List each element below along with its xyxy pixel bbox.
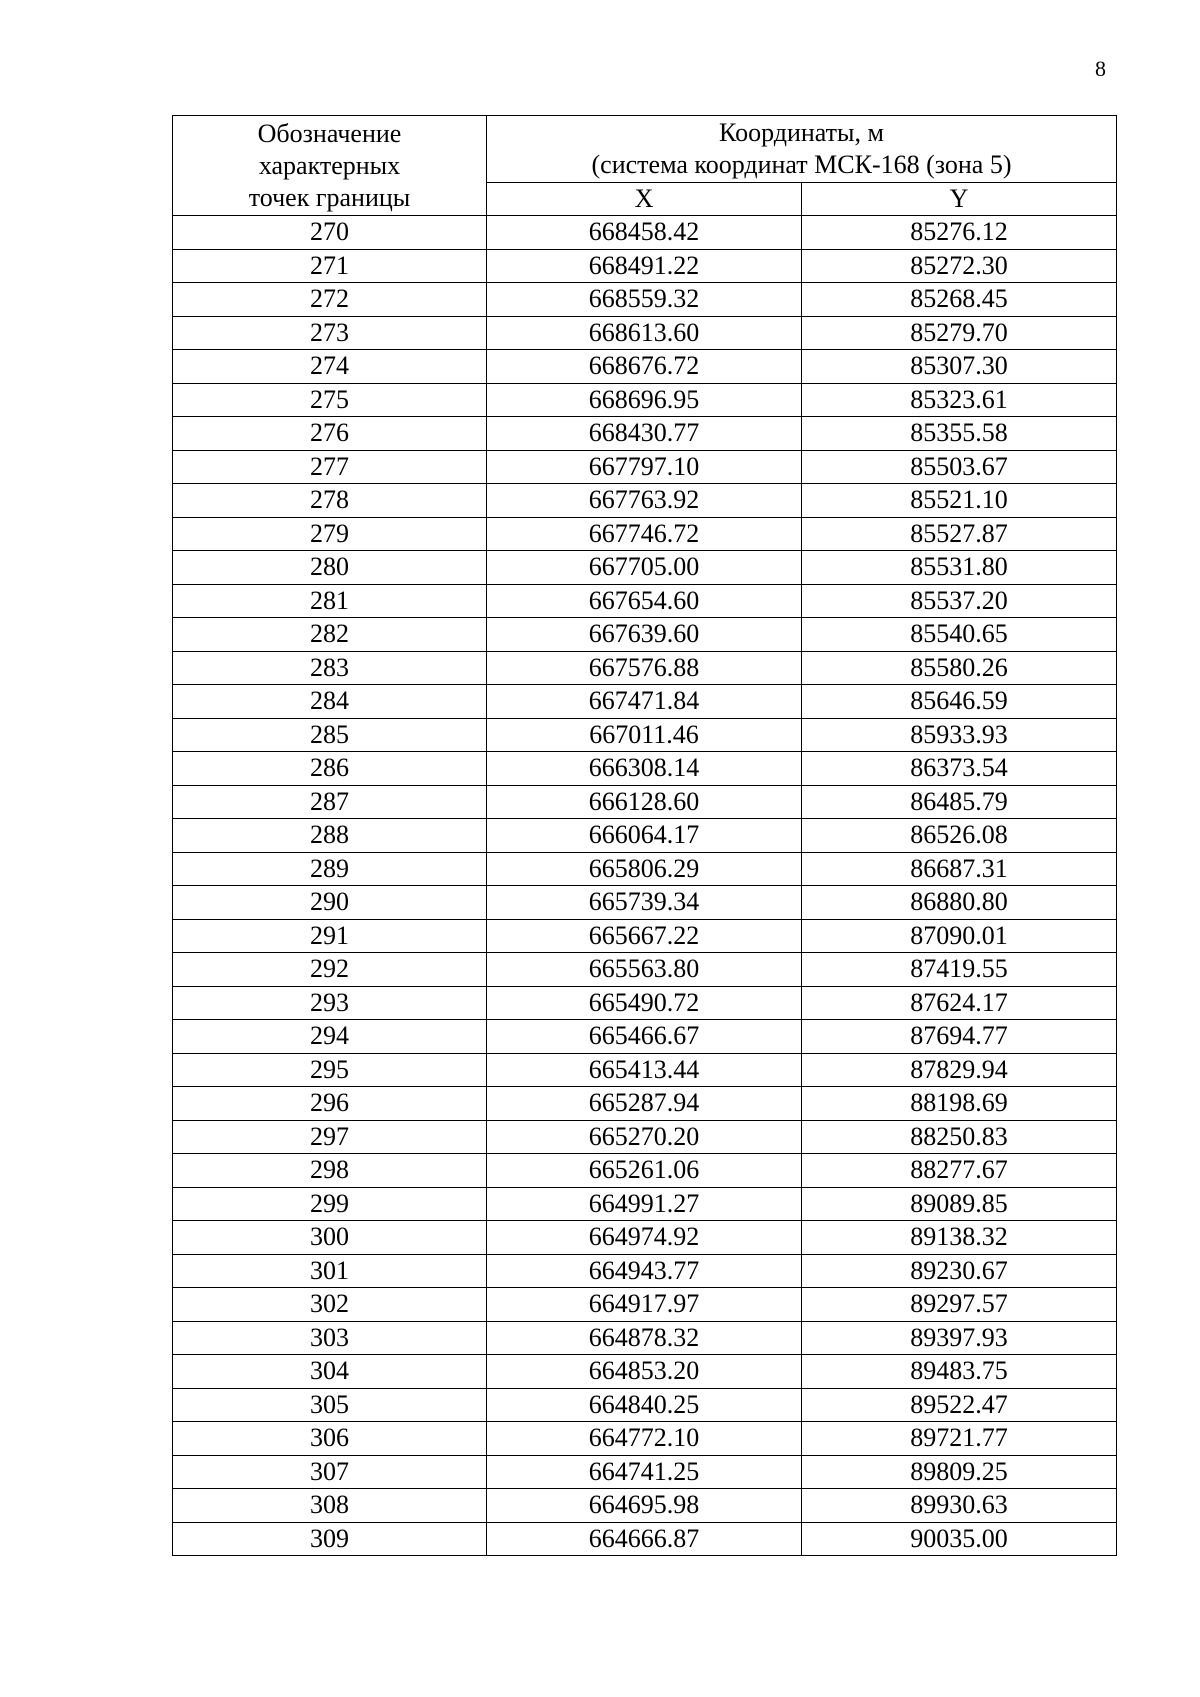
coordinates-header: [487, 116, 1117, 183]
y-cell: 89522.47: [802, 1388, 1117, 1422]
y-cell: 86687.31: [802, 852, 1117, 886]
table-row: [173, 718, 1117, 752]
coords-header-line-1: Координаты, м: [719, 118, 884, 147]
x-cell: 665739.34: [487, 886, 802, 920]
x-cell: 667654.60: [487, 584, 802, 618]
point-cell: 277: [173, 450, 487, 484]
point-cell: 306: [173, 1422, 487, 1456]
table-row: [173, 417, 1117, 451]
table-row: [173, 986, 1117, 1020]
x-cell: 664853.20: [487, 1355, 802, 1389]
x-cell: 665261.06: [487, 1154, 802, 1188]
point-cell: 304: [173, 1355, 487, 1389]
x-cell: 665806.29: [487, 852, 802, 886]
table-row: [173, 1321, 1117, 1355]
table-row: [173, 517, 1117, 551]
table-row: [173, 1187, 1117, 1221]
table-row: [173, 886, 1117, 920]
y-cell: 85307.30: [802, 350, 1117, 384]
y-cell: 85537.20: [802, 584, 1117, 618]
y-cell: 85580.26: [802, 651, 1117, 685]
y-cell: 89809.25: [802, 1455, 1117, 1489]
table-row: [173, 1120, 1117, 1154]
y-cell: 89483.75: [802, 1355, 1117, 1389]
point-cell: 297: [173, 1120, 487, 1154]
x-column-header: X: [487, 183, 802, 216]
point-cell: 300: [173, 1221, 487, 1255]
x-cell: 666308.14: [487, 752, 802, 786]
point-cell: 305: [173, 1388, 487, 1422]
y-cell: 85527.87: [802, 517, 1117, 551]
y-cell: 85531.80: [802, 551, 1117, 585]
table-header: [173, 116, 1117, 216]
point-cell: 273: [173, 316, 487, 350]
x-cell: 667471.84: [487, 685, 802, 719]
x-cell: 668696.95: [487, 383, 802, 417]
x-cell: 667639.60: [487, 618, 802, 652]
table-row: [173, 484, 1117, 518]
table-row: [173, 316, 1117, 350]
point-cell: 279: [173, 517, 487, 551]
page-number: 8: [1095, 56, 1106, 81]
table-row: [173, 1388, 1117, 1422]
table-row: [173, 1254, 1117, 1288]
table-row: [173, 551, 1117, 585]
table-row: [173, 383, 1117, 417]
point-cell: 272: [173, 283, 487, 317]
y-cell: 86526.08: [802, 819, 1117, 853]
y-cell: 87829.94: [802, 1053, 1117, 1087]
coords-header-line-2: (система координат МСК-168 (зона 5): [591, 150, 1012, 179]
y-cell: 85646.59: [802, 685, 1117, 719]
y-cell: 88277.67: [802, 1154, 1117, 1188]
x-cell: 664974.92: [487, 1221, 802, 1255]
y-cell: 85276.12: [802, 216, 1117, 250]
x-cell: 664991.27: [487, 1187, 802, 1221]
point-cell: 287: [173, 785, 487, 819]
x-cell: 667011.46: [487, 718, 802, 752]
point-cell: 283: [173, 651, 487, 685]
y-cell: 85933.93: [802, 718, 1117, 752]
y-cell: 87624.17: [802, 986, 1117, 1020]
table-row: [173, 283, 1117, 317]
table-row: [173, 1355, 1117, 1389]
x-cell: 665466.67: [487, 1020, 802, 1054]
x-cell: 668676.72: [487, 350, 802, 384]
table-row: [173, 1087, 1117, 1121]
y-cell: 87090.01: [802, 919, 1117, 953]
point-cell: 275: [173, 383, 487, 417]
point-cell: 274: [173, 350, 487, 384]
x-cell: 665287.94: [487, 1087, 802, 1121]
y-cell: 85503.67: [802, 450, 1117, 484]
table-row: [173, 1154, 1117, 1188]
point-cell: 284: [173, 685, 487, 719]
x-cell: 664695.98: [487, 1489, 802, 1523]
table-row: [173, 1221, 1117, 1255]
y-cell: 85279.70: [802, 316, 1117, 350]
x-cell: 665490.72: [487, 986, 802, 1020]
y-cell: 85272.30: [802, 249, 1117, 283]
point-cell: 282: [173, 618, 487, 652]
point-cell: 309: [173, 1522, 487, 1556]
table-row: [173, 1053, 1117, 1087]
point-header-line-3: точек границы: [248, 182, 411, 212]
point-cell: 288: [173, 819, 487, 853]
table-row: [173, 919, 1117, 953]
y-cell: 86485.79: [802, 785, 1117, 819]
y-cell: 85323.61: [802, 383, 1117, 417]
table-row: [173, 752, 1117, 786]
table-row: [173, 1489, 1117, 1523]
point-cell: 293: [173, 986, 487, 1020]
table-row: [173, 852, 1117, 886]
y-cell: 89230.67: [802, 1254, 1117, 1288]
y-column-header: Y: [802, 183, 1117, 216]
x-cell: 668559.32: [487, 283, 802, 317]
table-row: [173, 651, 1117, 685]
point-cell: 271: [173, 249, 487, 283]
y-cell: 85540.65: [802, 618, 1117, 652]
x-cell: 667576.88: [487, 651, 802, 685]
table-row: [173, 685, 1117, 719]
table-row: [173, 1455, 1117, 1489]
y-cell: 86880.80: [802, 886, 1117, 920]
y-cell: 89297.57: [802, 1288, 1117, 1322]
table-body: [173, 216, 1117, 1556]
y-cell: 90035.00: [802, 1522, 1117, 1556]
table-row: [173, 953, 1117, 987]
y-cell: 89930.63: [802, 1489, 1117, 1523]
table-row: [173, 216, 1117, 250]
x-cell: 667705.00: [487, 551, 802, 585]
table-row: [173, 1020, 1117, 1054]
point-header-line-2: характерных: [258, 150, 401, 180]
x-cell: 665413.44: [487, 1053, 802, 1087]
table-row: [173, 618, 1117, 652]
x-cell: 665270.20: [487, 1120, 802, 1154]
y-cell: 89397.93: [802, 1321, 1117, 1355]
x-cell: 668613.60: [487, 316, 802, 350]
point-cell: 294: [173, 1020, 487, 1054]
point-cell: 290: [173, 886, 487, 920]
point-cell: 292: [173, 953, 487, 987]
coordinates-table: [172, 115, 1117, 1556]
point-cell: 280: [173, 551, 487, 585]
point-cell: 278: [173, 484, 487, 518]
point-cell: 285: [173, 718, 487, 752]
y-cell: 88250.83: [802, 1120, 1117, 1154]
point-cell: 301: [173, 1254, 487, 1288]
table-row: [173, 819, 1117, 853]
table-row: [173, 1522, 1117, 1556]
table-row: [173, 450, 1117, 484]
y-cell: 88198.69: [802, 1087, 1117, 1121]
x-cell: 664741.25: [487, 1455, 802, 1489]
y-cell: 85268.45: [802, 283, 1117, 317]
x-cell: 664943.77: [487, 1254, 802, 1288]
point-designation-header: [173, 116, 487, 216]
table-row: [173, 785, 1117, 819]
x-cell: 664666.87: [487, 1522, 802, 1556]
table-row: [173, 1288, 1117, 1322]
x-cell: 664772.10: [487, 1422, 802, 1456]
point-header-line-1: Обозначение: [257, 118, 402, 148]
y-cell: 87694.77: [802, 1020, 1117, 1054]
x-cell: 664917.97: [487, 1288, 802, 1322]
y-cell: 87419.55: [802, 953, 1117, 987]
y-cell: 86373.54: [802, 752, 1117, 786]
x-cell: 664840.25: [487, 1388, 802, 1422]
y-cell: 89089.85: [802, 1187, 1117, 1221]
point-cell: 308: [173, 1489, 487, 1523]
y-cell: 85521.10: [802, 484, 1117, 518]
table-row: [173, 1422, 1117, 1456]
x-cell: 668458.42: [487, 216, 802, 250]
x-cell: 667746.72: [487, 517, 802, 551]
x-cell: 667763.92: [487, 484, 802, 518]
table-row: [173, 350, 1117, 384]
x-cell: 665667.22: [487, 919, 802, 953]
point-cell: 298: [173, 1154, 487, 1188]
point-cell: 307: [173, 1455, 487, 1489]
point-cell: 281: [173, 584, 487, 618]
x-cell: 668491.22: [487, 249, 802, 283]
x-cell: 664878.32: [487, 1321, 802, 1355]
y-cell: 85355.58: [802, 417, 1117, 451]
y-cell: 89138.32: [802, 1221, 1117, 1255]
point-cell: 286: [173, 752, 487, 786]
x-cell: 665563.80: [487, 953, 802, 987]
point-cell: 295: [173, 1053, 487, 1087]
table-row: [173, 249, 1117, 283]
x-cell: 666064.17: [487, 819, 802, 853]
point-cell: 296: [173, 1087, 487, 1121]
x-cell: 666128.60: [487, 785, 802, 819]
table-row: [173, 584, 1117, 618]
x-cell: 668430.77: [487, 417, 802, 451]
point-cell: 303: [173, 1321, 487, 1355]
point-cell: 289: [173, 852, 487, 886]
point-cell: 276: [173, 417, 487, 451]
x-cell: 667797.10: [487, 450, 802, 484]
point-cell: 299: [173, 1187, 487, 1221]
y-cell: 89721.77: [802, 1422, 1117, 1456]
point-cell: 270: [173, 216, 487, 250]
point-cell: 302: [173, 1288, 487, 1322]
point-cell: 291: [173, 919, 487, 953]
